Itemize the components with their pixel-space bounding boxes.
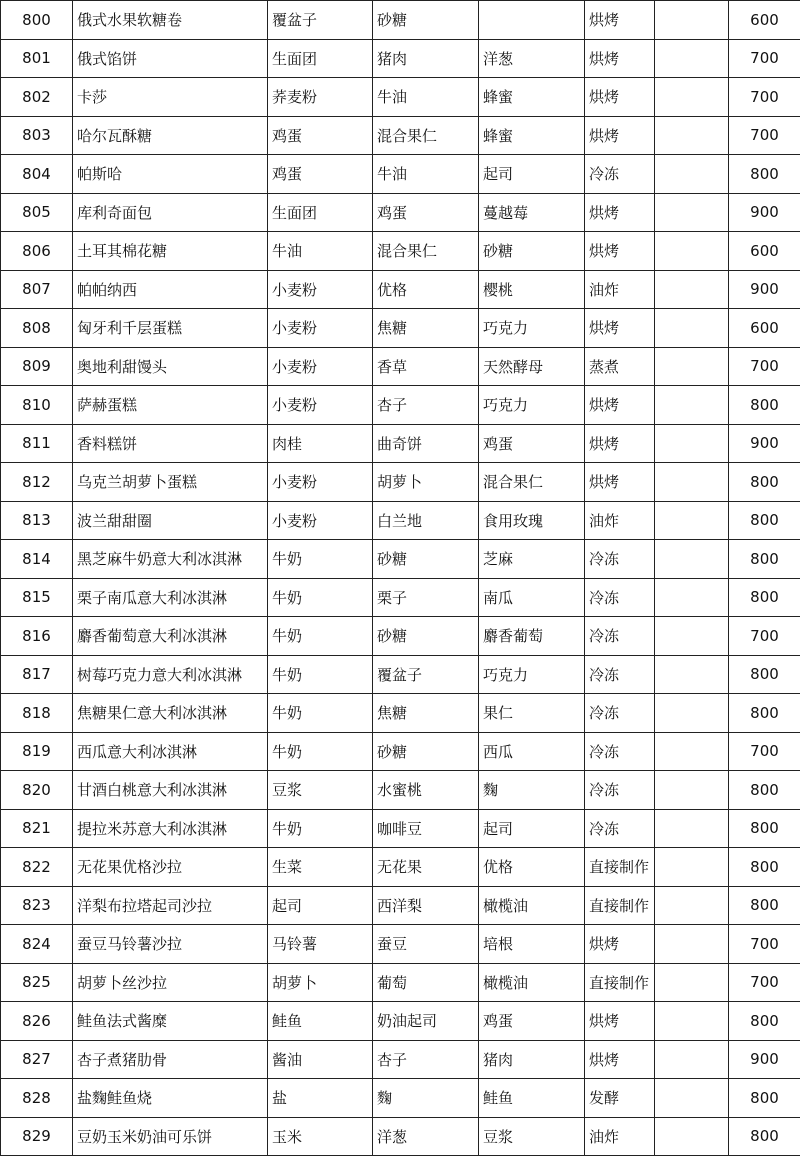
cell-method: 烘烤 xyxy=(585,309,655,348)
cell-value: 900 xyxy=(729,193,800,232)
cell-method: 冷冻 xyxy=(585,155,655,194)
cell-method: 冷冻 xyxy=(585,771,655,810)
cell-dish-name: 胡萝卜丝沙拉 xyxy=(73,963,268,1002)
cell-extra xyxy=(655,1,729,40)
cell-ingredient-3: 芝麻 xyxy=(479,540,585,579)
cell-id: 804 xyxy=(1,155,73,194)
cell-value: 800 xyxy=(729,809,800,848)
cell-ingredient-2: 砂糖 xyxy=(373,1,479,40)
cell-method: 烘烤 xyxy=(585,1,655,40)
cell-value: 800 xyxy=(729,1002,800,1041)
cell-extra xyxy=(655,1079,729,1118)
cell-value: 700 xyxy=(729,116,800,155)
cell-extra xyxy=(655,501,729,540)
table-row xyxy=(1,424,800,463)
cell-ingredient-1: 生面团 xyxy=(268,39,373,78)
cell-method: 油炸 xyxy=(585,501,655,540)
cell-dish-name: 库利奇面包 xyxy=(73,193,268,232)
cell-ingredient-3: 巧克力 xyxy=(479,386,585,425)
table-row xyxy=(1,1002,800,1041)
cell-dish-name: 帕斯哈 xyxy=(73,155,268,194)
cell-value: 700 xyxy=(729,963,800,1002)
cell-ingredient-3: 猪肉 xyxy=(479,1040,585,1079)
cell-value: 900 xyxy=(729,1040,800,1079)
cell-value: 900 xyxy=(729,270,800,309)
cell-value: 800 xyxy=(729,463,800,502)
cell-ingredient-1: 牛奶 xyxy=(268,809,373,848)
cell-dish-name: 树莓巧克力意大利冰淇淋 xyxy=(73,655,268,694)
cell-ingredient-3: 培根 xyxy=(479,925,585,964)
cell-method: 直接制作 xyxy=(585,963,655,1002)
cell-ingredient-2: 优格 xyxy=(373,270,479,309)
cell-ingredient-1: 小麦粉 xyxy=(268,463,373,502)
cell-ingredient-2: 砂糖 xyxy=(373,732,479,771)
cell-ingredient-2: 覆盆子 xyxy=(373,655,479,694)
cell-ingredient-3: 巧克力 xyxy=(479,655,585,694)
cell-ingredient-1: 牛奶 xyxy=(268,732,373,771)
cell-id: 817 xyxy=(1,655,73,694)
cell-method: 油炸 xyxy=(585,270,655,309)
cell-ingredient-2: 砂糖 xyxy=(373,617,479,656)
cell-extra xyxy=(655,232,729,271)
table-row xyxy=(1,501,800,540)
cell-ingredient-3: 西瓜 xyxy=(479,732,585,771)
cell-ingredient-2: 焦糖 xyxy=(373,309,479,348)
cell-extra xyxy=(655,347,729,386)
cell-id: 815 xyxy=(1,578,73,617)
cell-ingredient-2: 洋葱 xyxy=(373,1117,479,1156)
cell-id: 823 xyxy=(1,886,73,925)
cell-id: 809 xyxy=(1,347,73,386)
cell-ingredient-3: 南瓜 xyxy=(479,578,585,617)
cell-value: 700 xyxy=(729,617,800,656)
cell-ingredient-2: 蚕豆 xyxy=(373,925,479,964)
cell-ingredient-1: 覆盆子 xyxy=(268,1,373,40)
cell-ingredient-2: 焦糖 xyxy=(373,694,479,733)
cell-ingredient-2: 混合果仁 xyxy=(373,116,479,155)
table-row xyxy=(1,463,800,502)
cell-id: 810 xyxy=(1,386,73,425)
cell-id: 807 xyxy=(1,270,73,309)
cell-ingredient-3: 蔓越莓 xyxy=(479,193,585,232)
cell-method: 烘烤 xyxy=(585,463,655,502)
cell-value: 800 xyxy=(729,886,800,925)
cell-extra xyxy=(655,1117,729,1156)
cell-method: 烘烤 xyxy=(585,39,655,78)
cell-method: 烘烤 xyxy=(585,386,655,425)
cell-ingredient-1: 牛奶 xyxy=(268,578,373,617)
cell-value: 700 xyxy=(729,347,800,386)
cell-method: 冷冻 xyxy=(585,809,655,848)
cell-value: 700 xyxy=(729,78,800,117)
cell-ingredient-3: 鸡蛋 xyxy=(479,1002,585,1041)
cell-dish-name: 黑芝麻牛奶意大利冰淇淋 xyxy=(73,540,268,579)
table-row xyxy=(1,193,800,232)
cell-ingredient-2: 曲奇饼 xyxy=(373,424,479,463)
cell-extra xyxy=(655,155,729,194)
cell-id: 820 xyxy=(1,771,73,810)
cell-dish-name: 香料糕饼 xyxy=(73,424,268,463)
cell-id: 822 xyxy=(1,848,73,887)
cell-ingredient-2: 砂糖 xyxy=(373,540,479,579)
cell-ingredient-2: 香草 xyxy=(373,347,479,386)
cell-ingredient-2: 混合果仁 xyxy=(373,232,479,271)
cell-ingredient-3: 巧克力 xyxy=(479,309,585,348)
cell-id: 819 xyxy=(1,732,73,771)
table-row xyxy=(1,1079,800,1118)
cell-ingredient-3: 樱桃 xyxy=(479,270,585,309)
cell-ingredient-1: 鸡蛋 xyxy=(268,155,373,194)
table-row xyxy=(1,386,800,425)
cell-ingredient-2: 栗子 xyxy=(373,578,479,617)
cell-ingredient-1: 肉桂 xyxy=(268,424,373,463)
cell-dish-name: 帕帕纳西 xyxy=(73,270,268,309)
cell-ingredient-2: 杏子 xyxy=(373,1040,479,1079)
cell-ingredient-1: 荞麦粉 xyxy=(268,78,373,117)
cell-dish-name: 盐麴鲑鱼烧 xyxy=(73,1079,268,1118)
cell-extra xyxy=(655,578,729,617)
cell-dish-name: 甘酒白桃意大利冰淇淋 xyxy=(73,771,268,810)
cell-value: 600 xyxy=(729,1,800,40)
table-row xyxy=(1,155,800,194)
cell-dish-name: 无花果优格沙拉 xyxy=(73,848,268,887)
cell-dish-name: 蚕豆马铃薯沙拉 xyxy=(73,925,268,964)
cell-ingredient-1: 小麦粉 xyxy=(268,347,373,386)
table-row xyxy=(1,116,800,155)
cell-value: 800 xyxy=(729,848,800,887)
cell-method: 烘烤 xyxy=(585,1040,655,1079)
cell-extra xyxy=(655,963,729,1002)
cell-method: 直接制作 xyxy=(585,848,655,887)
cell-extra xyxy=(655,386,729,425)
cell-ingredient-3: 果仁 xyxy=(479,694,585,733)
cell-ingredient-3: 天然酵母 xyxy=(479,347,585,386)
cell-id: 800 xyxy=(1,1,73,40)
cell-method: 烘烤 xyxy=(585,424,655,463)
cell-ingredient-1: 酱油 xyxy=(268,1040,373,1079)
cell-extra xyxy=(655,463,729,502)
cell-ingredient-2: 水蜜桃 xyxy=(373,771,479,810)
cell-dish-name: 西瓜意大利冰淇淋 xyxy=(73,732,268,771)
cell-ingredient-1: 生菜 xyxy=(268,848,373,887)
cell-ingredient-1: 牛油 xyxy=(268,232,373,271)
cell-dish-name: 卡莎 xyxy=(73,78,268,117)
cell-extra xyxy=(655,732,729,771)
cell-ingredient-2: 白兰地 xyxy=(373,501,479,540)
cell-ingredient-1: 鲑鱼 xyxy=(268,1002,373,1041)
table-row xyxy=(1,1,800,40)
cell-ingredient-2: 奶油起司 xyxy=(373,1002,479,1041)
cell-ingredient-3: 蜂蜜 xyxy=(479,116,585,155)
cell-id: 803 xyxy=(1,116,73,155)
cell-dish-name: 俄式水果软糖卷 xyxy=(73,1,268,40)
cell-id: 828 xyxy=(1,1079,73,1118)
cell-method: 直接制作 xyxy=(585,886,655,925)
table-row xyxy=(1,39,800,78)
cell-ingredient-3: 麝香葡萄 xyxy=(479,617,585,656)
table-row xyxy=(1,655,800,694)
cell-method: 烘烤 xyxy=(585,116,655,155)
cell-value: 800 xyxy=(729,771,800,810)
cell-ingredient-1: 鸡蛋 xyxy=(268,116,373,155)
table-row xyxy=(1,578,800,617)
cell-ingredient-1: 小麦粉 xyxy=(268,309,373,348)
cell-extra xyxy=(655,309,729,348)
cell-extra xyxy=(655,1002,729,1041)
table-row xyxy=(1,771,800,810)
cell-ingredient-1: 豆浆 xyxy=(268,771,373,810)
cell-ingredient-2: 杏子 xyxy=(373,386,479,425)
cell-ingredient-2: 胡萝卜 xyxy=(373,463,479,502)
cell-id: 827 xyxy=(1,1040,73,1079)
cell-ingredient-2: 西洋梨 xyxy=(373,886,479,925)
cell-ingredient-1: 胡萝卜 xyxy=(268,963,373,1002)
table-row xyxy=(1,1117,800,1156)
cell-dish-name: 哈尔瓦酥糖 xyxy=(73,116,268,155)
cell-dish-name: 波兰甜甜圈 xyxy=(73,501,268,540)
cell-ingredient-3: 混合果仁 xyxy=(479,463,585,502)
cell-extra xyxy=(655,886,729,925)
cell-id: 814 xyxy=(1,540,73,579)
cell-method: 冷冻 xyxy=(585,540,655,579)
cell-method: 冷冻 xyxy=(585,617,655,656)
cell-extra xyxy=(655,617,729,656)
cell-dish-name: 杏子煮猪肋骨 xyxy=(73,1040,268,1079)
cell-extra xyxy=(655,116,729,155)
cell-extra xyxy=(655,39,729,78)
cell-id: 818 xyxy=(1,694,73,733)
cell-value: 700 xyxy=(729,732,800,771)
cell-ingredient-3: 橄榄油 xyxy=(479,963,585,1002)
cell-ingredient-1: 小麦粉 xyxy=(268,386,373,425)
cell-dish-name: 萨赫蛋糕 xyxy=(73,386,268,425)
cell-id: 829 xyxy=(1,1117,73,1156)
cell-ingredient-2: 牛油 xyxy=(373,155,479,194)
cell-extra xyxy=(655,193,729,232)
cell-ingredient-3: 麴 xyxy=(479,771,585,810)
cell-id: 812 xyxy=(1,463,73,502)
cell-dish-name: 提拉米苏意大利冰淇淋 xyxy=(73,809,268,848)
cell-ingredient-3: 优格 xyxy=(479,848,585,887)
cell-dish-name: 乌克兰胡萝卜蛋糕 xyxy=(73,463,268,502)
cell-method: 发酵 xyxy=(585,1079,655,1118)
cell-extra xyxy=(655,424,729,463)
cell-value: 600 xyxy=(729,232,800,271)
cell-dish-name: 俄式馅饼 xyxy=(73,39,268,78)
cell-id: 816 xyxy=(1,617,73,656)
table-row xyxy=(1,886,800,925)
cell-ingredient-1: 马铃薯 xyxy=(268,925,373,964)
cell-extra xyxy=(655,270,729,309)
cell-dish-name: 鲑鱼法式酱糜 xyxy=(73,1002,268,1041)
cell-method: 冷冻 xyxy=(585,732,655,771)
cell-ingredient-1: 起司 xyxy=(268,886,373,925)
cell-ingredient-2: 无花果 xyxy=(373,848,479,887)
table-row xyxy=(1,1040,800,1079)
cell-method: 蒸煮 xyxy=(585,347,655,386)
cell-value: 800 xyxy=(729,578,800,617)
cell-dish-name: 麝香葡萄意大利冰淇淋 xyxy=(73,617,268,656)
cell-id: 805 xyxy=(1,193,73,232)
cell-id: 825 xyxy=(1,963,73,1002)
cell-dish-name: 焦糖果仁意大利冰淇淋 xyxy=(73,694,268,733)
cell-ingredient-1: 盐 xyxy=(268,1079,373,1118)
cell-extra xyxy=(655,655,729,694)
cell-ingredient-1: 小麦粉 xyxy=(268,270,373,309)
table-row xyxy=(1,347,800,386)
cell-ingredient-2: 鸡蛋 xyxy=(373,193,479,232)
cell-ingredient-1: 牛奶 xyxy=(268,540,373,579)
cell-dish-name: 土耳其棉花糖 xyxy=(73,232,268,271)
cell-ingredient-2: 麴 xyxy=(373,1079,479,1118)
cell-ingredient-2: 葡萄 xyxy=(373,963,479,1002)
cell-method: 冷冻 xyxy=(585,578,655,617)
cell-extra xyxy=(655,694,729,733)
cell-ingredient-3: 橄榄油 xyxy=(479,886,585,925)
cell-method: 冷冻 xyxy=(585,655,655,694)
cell-extra xyxy=(655,925,729,964)
cell-dish-name: 豆奶玉米奶油可乐饼 xyxy=(73,1117,268,1156)
cell-method: 烘烤 xyxy=(585,78,655,117)
table-row xyxy=(1,694,800,733)
cell-ingredient-1: 牛奶 xyxy=(268,617,373,656)
cell-extra xyxy=(655,848,729,887)
cell-value: 800 xyxy=(729,501,800,540)
cell-id: 824 xyxy=(1,925,73,964)
cell-value: 800 xyxy=(729,155,800,194)
cell-id: 813 xyxy=(1,501,73,540)
table-row xyxy=(1,925,800,964)
cell-value: 800 xyxy=(729,540,800,579)
cell-ingredient-3: 洋葱 xyxy=(479,39,585,78)
cell-ingredient-3: 砂糖 xyxy=(479,232,585,271)
cell-ingredient-2: 牛油 xyxy=(373,78,479,117)
cell-value: 600 xyxy=(729,309,800,348)
cell-method: 烘烤 xyxy=(585,925,655,964)
table-row xyxy=(1,963,800,1002)
cell-dish-name: 奥地利甜馒头 xyxy=(73,347,268,386)
cell-method: 冷冻 xyxy=(585,694,655,733)
cell-value: 800 xyxy=(729,694,800,733)
cell-dish-name: 栗子南瓜意大利冰淇淋 xyxy=(73,578,268,617)
cell-id: 802 xyxy=(1,78,73,117)
cell-ingredient-3: 豆浆 xyxy=(479,1117,585,1156)
cell-id: 811 xyxy=(1,424,73,463)
cell-ingredient-3 xyxy=(479,1,585,40)
cell-extra xyxy=(655,809,729,848)
table-row xyxy=(1,78,800,117)
cell-dish-name: 洋梨布拉塔起司沙拉 xyxy=(73,886,268,925)
cell-ingredient-2: 咖啡豆 xyxy=(373,809,479,848)
cell-ingredient-3: 食用玫瑰 xyxy=(479,501,585,540)
cell-id: 808 xyxy=(1,309,73,348)
cell-value: 800 xyxy=(729,655,800,694)
cell-ingredient-3: 起司 xyxy=(479,155,585,194)
cell-method: 烘烤 xyxy=(585,1002,655,1041)
cell-ingredient-1: 牛奶 xyxy=(268,655,373,694)
cell-id: 801 xyxy=(1,39,73,78)
cell-ingredient-3: 起司 xyxy=(479,809,585,848)
cell-extra xyxy=(655,771,729,810)
cell-ingredient-1: 生面团 xyxy=(268,193,373,232)
cell-value: 800 xyxy=(729,1117,800,1156)
cell-value: 700 xyxy=(729,39,800,78)
cell-method: 烘烤 xyxy=(585,232,655,271)
cell-ingredient-1: 小麦粉 xyxy=(268,501,373,540)
cell-id: 826 xyxy=(1,1002,73,1041)
table-row xyxy=(1,617,800,656)
cell-extra xyxy=(655,1040,729,1079)
cell-ingredient-2: 猪肉 xyxy=(373,39,479,78)
cell-value: 800 xyxy=(729,386,800,425)
cell-extra xyxy=(655,540,729,579)
cell-value: 700 xyxy=(729,925,800,964)
cell-method: 油炸 xyxy=(585,1117,655,1156)
cell-extra xyxy=(655,78,729,117)
cell-ingredient-3: 鲑鱼 xyxy=(479,1079,585,1118)
cell-ingredient-1: 牛奶 xyxy=(268,694,373,733)
cell-ingredient-1: 玉米 xyxy=(268,1117,373,1156)
cell-value: 800 xyxy=(729,1079,800,1118)
table-row xyxy=(1,809,800,848)
cell-ingredient-3: 鸡蛋 xyxy=(479,424,585,463)
table-row xyxy=(1,270,800,309)
cell-value: 900 xyxy=(729,424,800,463)
cell-id: 821 xyxy=(1,809,73,848)
table-row xyxy=(1,848,800,887)
table-row xyxy=(1,540,800,579)
table-row xyxy=(1,309,800,348)
table-row xyxy=(1,232,800,271)
cell-method: 烘烤 xyxy=(585,193,655,232)
table-body xyxy=(1,1,800,1156)
cell-dish-name: 匈牙利千层蛋糕 xyxy=(73,309,268,348)
cell-id: 806 xyxy=(1,232,73,271)
table-row xyxy=(1,732,800,771)
cell-ingredient-3: 蜂蜜 xyxy=(479,78,585,117)
